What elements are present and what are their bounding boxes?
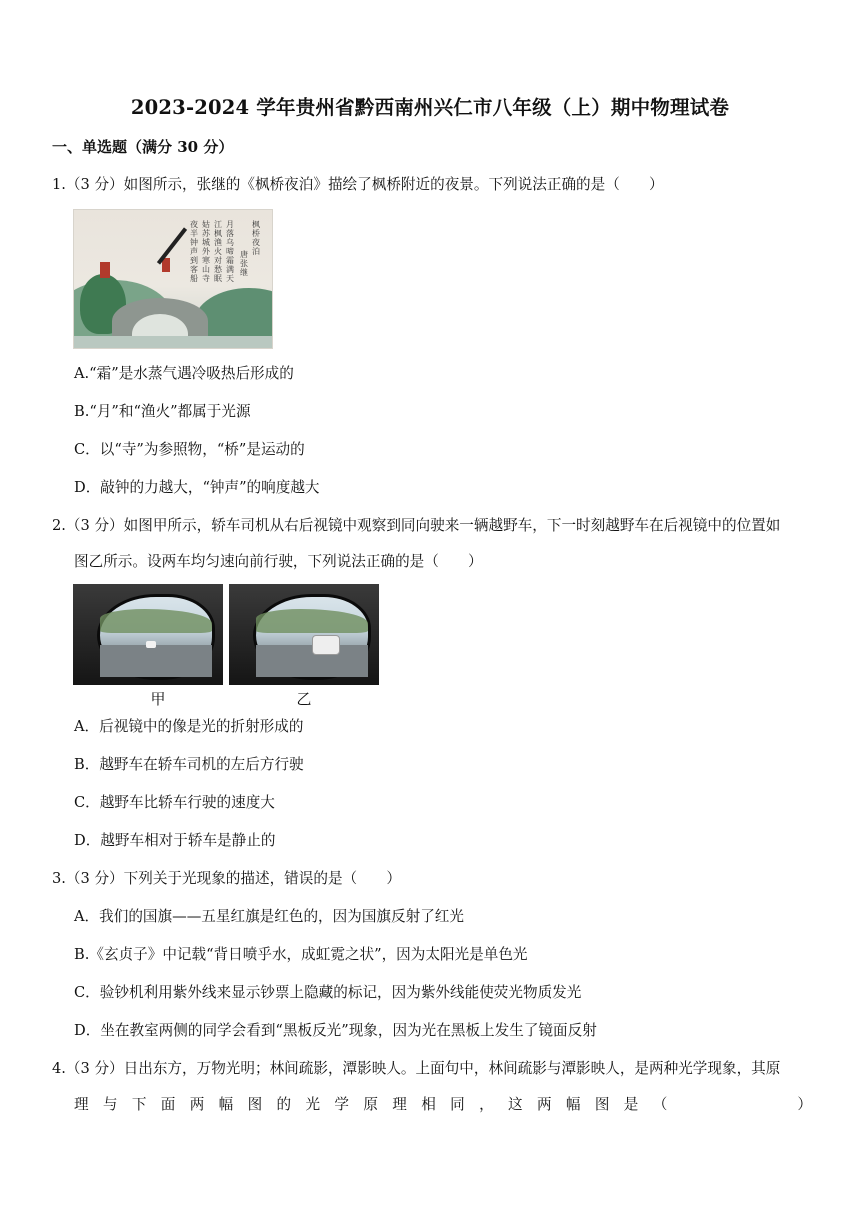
question-2-option-a: A．后视镜中的像是光的折射形成的 [74,718,304,735]
section-heading: 一、单选题（满分 30 分） [52,138,234,156]
question-3-option-a: A．我们的国旗——五星红旗是红色的，因为国旗反射了红光 [74,908,464,925]
figure-label-yi: 乙 [296,690,312,708]
question-2-option-c: C．越野车比轿车行驶的速度大 [74,794,275,811]
question-3-option-d: D．坐在教室两侧的同学会看到“黑板反光”现象，因为光在黑板上发生了镜面反射 [74,1022,597,1039]
question-3-stem: 3.（3 分）下列关于光现象的描述，错误的是（ ） [52,870,401,887]
verse-column: 夜半钟声到客船 [190,220,198,283]
question-2-option-b: B．越野车在轿车司机的左后方行驶 [74,756,304,773]
question-1-option-c: C．以“寺”为参照物，“桥”是运动的 [74,441,305,458]
question-3-option-b: B.《玄贞子》中记载“背日喷乎水，成虹霓之状”，因为太阳光是单色光 [74,946,528,963]
suv-far [146,641,156,648]
question-1-option-a: A.“霜”是水蒸气遇冷吸热后形成的 [74,365,294,382]
question-2-stem-line2: 图乙所示。设两车均匀速向前行驶，下列说法正确的是（ ） [74,553,483,570]
mirror-photo-yi [229,584,379,685]
question-1-stem: 1.（3 分）如图所示，张继的《枫桥夜泊》描绘了枫桥附近的夜景。下列说法正确的是（ ） [52,176,664,193]
question-1-figure [73,209,273,349]
exam-title: 2023-2024 学年贵州省黔西南州兴仁市八年级（上）期中物理试卷 [130,96,730,119]
question-4-stem-line1: 4.（3 分）日出东方，万物光明；林间疏影，潭影映人。上面句中，林间疏影与潭影映人，是两种光学现象，其原 [52,1060,781,1077]
roadside-trees [256,609,368,633]
question-2-option-d: D．越野车相对于轿车是静止的 [74,832,276,849]
verse-column: 月落乌啼霜满天 [226,220,234,283]
question-4-stem-line2: 理与下面两幅图的光学原理相同，这两幅图是（ ） [74,1096,812,1113]
brush-icon [157,227,187,264]
question-2-stem-line1: 2.（3 分）如图甲所示，轿车司机从右后视镜中观察到同向驶来一辆越野车，下一时刻越野车在后视镜中的位置如 [52,517,781,534]
mirror-photo-jia [73,584,223,685]
question-1-option-d: D．敲钟的力越大，“钟声”的响度越大 [74,479,320,496]
verse-column: 唐张继 [240,250,248,277]
verse-column: 江枫渔火对愁眠 [214,220,222,283]
river-water [74,336,272,348]
verse-column: 枫桥夜泊 [252,220,260,256]
suv-near [312,635,340,655]
figure-label-jia: 甲 [150,690,166,708]
red-seal [100,262,110,278]
roadside-trees [100,609,212,633]
mirror-glass [253,594,371,680]
road-surface [100,645,212,677]
question-1-option-b: B.“月”和“渔火”都属于光源 [74,403,251,420]
verse-column: 姑苏城外寒山寺 [202,220,210,283]
question-3-option-c: C．验钞机利用紫外线来显示钞票上隐藏的标记，因为紫外线能使荧光物质发光 [74,984,582,1001]
mirror-glass [97,594,215,680]
